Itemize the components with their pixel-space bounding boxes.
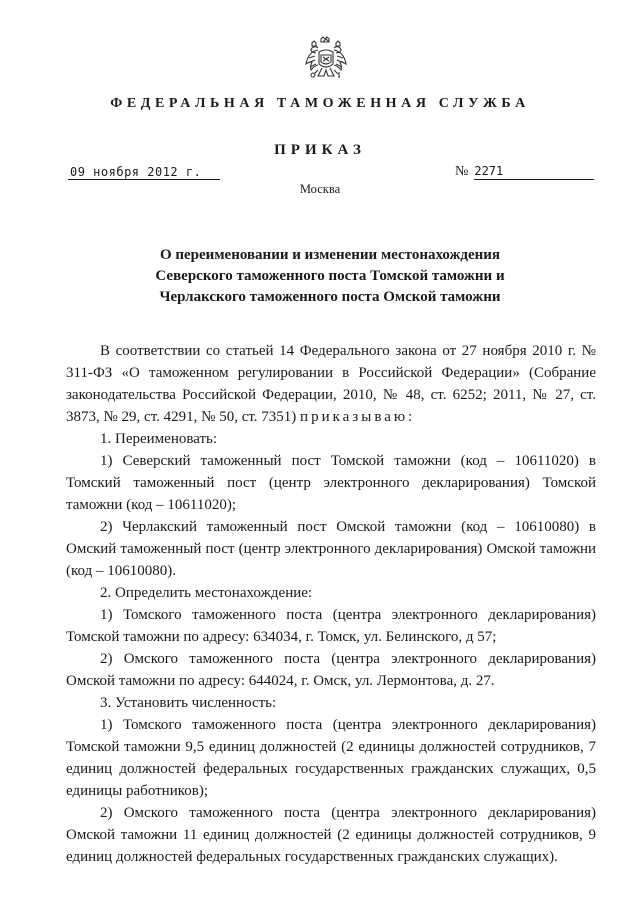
agency-name: ФЕДЕРАЛЬНАЯ ТАМОЖЕННАЯ СЛУЖБА	[110, 96, 530, 111]
section-3-item-1: 1) Томского таможенного поста (центра электронного декларирования) Томской таможни 9,5 единиц должностей (2 единицы должностей сотрудников, 7 единиц должностей федеральных государственных гражданских служащих, 0,5 единицы работников);	[66, 717, 596, 799]
section-2-item-1: 1) Томского таможенного поста (центра электронного декларирования) Томской таможни по адресу: 634034, г. Томск, ул. Белинского, д 57;	[66, 607, 596, 645]
order-number-value: 2271	[474, 163, 594, 180]
order-word: приказываю:	[300, 409, 416, 425]
document-body	[66, 340, 596, 868]
heading-line: Северского таможенного поста Томской таможни и	[155, 268, 505, 284]
city: Москва	[299, 182, 341, 196]
order-title: ПРИКАЗ	[274, 142, 366, 158]
section-3-title: 3. Установить численность:	[100, 695, 277, 711]
section-3-item-2: 2) Омского таможенного поста (центра электронного декларирования) Омской таможни 11 единиц должностей (2 единицы должностей сотрудников, 9 единиц должностей федеральных государственных гражданских служащих).	[66, 805, 596, 865]
order-date: 09 ноября 2012 г.	[68, 165, 220, 180]
preamble-text: В соответствии со статьей 14 Федерального закона от 27 ноября 2010 г. № 311-ФЗ «О таможенном регулировании в Российской Федерации» (Собрание законодательства Российской Федерации, 2010, № 48, ст. 6252; 2011, № 27, ст. 3873, № 29, ст. 4291, № 50, ст. 7351)	[66, 343, 596, 425]
section-2-item-2: 2) Омского таможенного поста (центра электронного декларирования) Омской таможни по адресу: 644024, г. Омск, ул. Лермонтова, д. 27.	[66, 651, 596, 689]
section-2-title: 2. Определить местонахождение:	[100, 585, 313, 601]
heading-line: О переименовании и изменении местонахождения	[159, 247, 501, 263]
order-number	[455, 163, 605, 180]
section-1-item-2: 2) Черлакский таможенный пост Омской таможни (код – 10610080) в Омский таможенный пост (центр электронного декларирования) Омской таможни (код – 10610080).	[66, 519, 596, 579]
preamble-paragraph	[66, 340, 596, 428]
section-1-title: 1. Переименовать:	[100, 431, 218, 447]
number-sign: №	[455, 164, 469, 179]
document-heading	[100, 245, 560, 308]
heading-line: Черлакского таможенного поста Омской таможни	[159, 289, 501, 305]
section-1-item-1: 1) Северский таможенный пост Томской таможни (код – 10611020) в Томский таможенный пост (центр электронного декларирования) Томской таможни (код – 10611020);	[66, 453, 596, 513]
coat-of-arms-icon	[304, 36, 348, 86]
